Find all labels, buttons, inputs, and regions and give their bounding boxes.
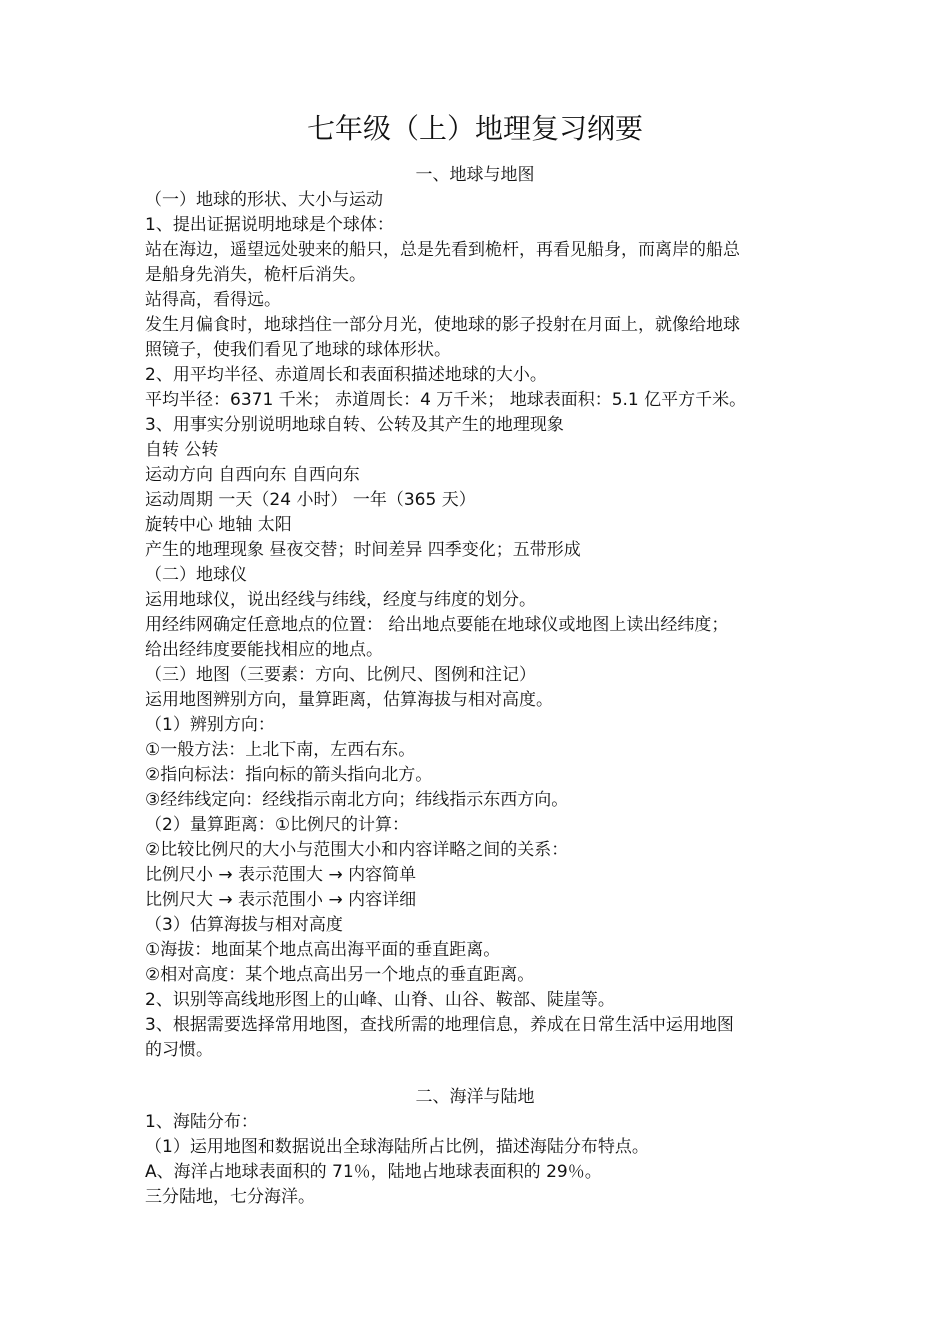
list-item: ①海拔：地面某个地点高出海平面的垂直距离。 xyxy=(145,940,501,960)
paragraph-line: 是船身先消失，桅杆后消失。 xyxy=(145,265,366,285)
subsection-heading: （三）地图（三要素：方向、比例尺、图例和注记） xyxy=(145,665,536,685)
list-item: ②相对高度：某个地点高出另一个地点的垂直距离。 xyxy=(145,965,535,985)
scale-relation-line: 比例尺大 → 表示范围小 → 内容详细 xyxy=(145,890,417,910)
list-item: ②比较比例尺的大小与范围大小和内容详略之间的关系： xyxy=(145,840,569,860)
earth-size-figures: 平均半径：6371 千米； 赤道周长：4 万千米； 地球表面积：5.1 亿平方千米。 xyxy=(145,390,747,410)
point-heading: 1、海陆分布： xyxy=(145,1112,258,1132)
paragraph-line: 站得高，看得远。 xyxy=(145,290,281,310)
paragraph-line: 给出经纬度要能找相应的地点。 xyxy=(145,640,383,660)
document-title: 七年级（上）地理复习纲要 xyxy=(306,112,643,145)
subsection-heading: （一）地球的形状、大小与运动 xyxy=(145,190,383,210)
paragraph-line: 发生月偏食时，地球挡住一部分月光，使地球的影子投射在月面上，就像给地球 xyxy=(145,315,740,335)
motion-table-row: 运动周期 一天（24 小时） 一年（365 天） xyxy=(145,490,476,510)
paragraph-line: 运用地球仪，说出经线与纬线，经度与纬度的划分。 xyxy=(145,590,536,610)
paragraph-line: 运用地图辨别方向，量算距离，估算海拔与相对高度。 xyxy=(145,690,553,710)
paragraph-line: 三分陆地，七分海洋。 xyxy=(145,1187,315,1207)
point-heading: （3）估算海拔与相对高度 xyxy=(145,915,343,935)
list-item: ②指向标法：指向标的箭头指向北方。 xyxy=(145,765,433,785)
list-item: ③经纬线定向：经线指示南北方向；纬线指示东西方向。 xyxy=(145,790,569,810)
motion-table-row: 旋转中心 地轴 太阳 xyxy=(145,515,292,535)
scale-relation-line: 比例尺小 → 表示范围大 → 内容简单 xyxy=(145,865,417,885)
section-heading-oceans-and-land: 二、海洋与陆地 xyxy=(415,1087,535,1107)
paragraph-line: 的习惯。 xyxy=(145,1040,213,1060)
list-item: ①一般方法：上北下南，左西右东。 xyxy=(145,740,416,760)
section-earth-and-maps-body xyxy=(145,188,825,1063)
point-heading: 1、提出证据说明地球是个球体： xyxy=(145,215,394,235)
point-heading: （2）量算距离：①比例尺的计算： xyxy=(145,815,410,835)
point-heading: （1）辨别方向： xyxy=(145,715,275,735)
section-oceans-and-land-body xyxy=(145,1110,825,1210)
motion-table-header: 自转 公转 xyxy=(145,440,219,460)
point-heading: （1）运用地图和数据说出全球海陆所占比例，描述海陆分布特点。 xyxy=(145,1137,649,1157)
section-heading-earth-and-maps: 一、地球与地图 xyxy=(415,165,535,185)
point-heading: 2、用平均半径、赤道周长和表面积描述地球的大小。 xyxy=(145,365,547,385)
motion-table-row: 产生的地理现象 昼夜交替；时间差异 四季变化；五带形成 xyxy=(145,540,581,560)
paragraph-line: 照镜子，使我们看见了地球的球体形状。 xyxy=(145,340,451,360)
point-heading: 3、根据需要选择常用地图，查找所需的地理信息，养成在日常生活中运用地图 xyxy=(145,1015,734,1035)
list-item: A、海洋占地球表面积的 71％，陆地占地球表面积的 29％。 xyxy=(145,1162,602,1182)
paragraph-line: 用经纬网确定任意地点的位置： 给出地点要能在地球仪或地图上读出经纬度； xyxy=(145,615,729,635)
motion-table-row: 运动方向 自西向东 自西向东 xyxy=(145,465,360,485)
subsection-heading: （二）地球仪 xyxy=(145,565,247,585)
paragraph-line: 站在海边，遥望远处驶来的船只，总是先看到桅杆，再看见船身，而离岸的船总 xyxy=(145,240,740,260)
point-heading: 3、用事实分别说明地球自转、公转及其产生的地理现象 xyxy=(145,415,564,435)
point-heading: 2、识别等高线地形图上的山峰、山脊、山谷、鞍部、陡崖等。 xyxy=(145,990,615,1010)
